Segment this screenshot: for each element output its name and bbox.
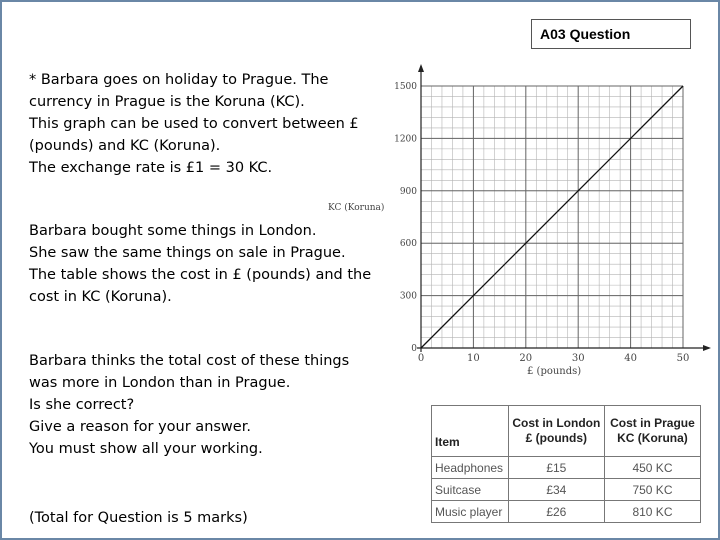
total-marks	[29, 507, 379, 529]
x-tick-label: 10	[467, 353, 480, 364]
text-line: currency in Prague is the Koruna (KC).	[29, 94, 305, 110]
item-cell: Headphones	[432, 457, 509, 479]
text-line: * Barbara goes on holiday to Prague. The	[29, 72, 329, 88]
text-line: cost in KC (Koruna).	[29, 289, 172, 305]
header-item: Item	[432, 406, 509, 457]
header-prague: Cost in Prague KC (Koruna)	[604, 406, 700, 457]
conversion-line	[421, 86, 683, 348]
prague-cost-cell: 810 KC	[604, 501, 700, 523]
question-badge: A03 Question	[531, 19, 691, 49]
y-tick-label: 0	[411, 344, 417, 354]
cost-table	[431, 405, 701, 523]
x-tick-label: 40	[624, 353, 637, 364]
series	[421, 86, 683, 348]
y-tick-label: 1200	[394, 134, 417, 145]
item-cell: Music player	[432, 501, 509, 523]
conversion-graph	[328, 60, 717, 380]
table-row	[432, 479, 701, 501]
x-tick-label: 50	[676, 353, 690, 364]
prague-cost-cell: 450 KC	[604, 457, 700, 479]
x-axis-label: £ (pounds)	[527, 366, 582, 377]
prague-cost-cell: 750 KC	[604, 479, 700, 501]
x-tick-label: 30	[571, 353, 585, 364]
text-line: Give a reason for your answer.	[29, 419, 251, 435]
text-line: (pounds) and KC (Koruna).	[29, 138, 221, 154]
london-cost-cell: £15	[508, 457, 604, 479]
question-paragraph	[29, 350, 379, 460]
text-line: This graph can be used to convert between £	[29, 116, 359, 132]
table-row	[432, 501, 701, 523]
y-tick-label: 300	[399, 291, 417, 302]
text-line: You must show all your working.	[29, 441, 263, 457]
text-line: The exchange rate is £1 = 30 KC.	[29, 160, 273, 176]
y-tick-label: 1500	[394, 82, 417, 92]
table-header-row	[432, 406, 701, 457]
header-london: Cost in London £ (pounds)	[508, 406, 604, 457]
text-line: (Total for Question is 5 marks)	[29, 510, 248, 526]
y-tick-label: 600	[399, 239, 417, 250]
item-cell: Suitcase	[432, 479, 509, 501]
x-tick-label: 0	[417, 353, 425, 364]
y-axis-arrow	[418, 64, 424, 72]
text-line: Barbara bought some things in London.	[29, 223, 317, 239]
text-line: She saw the same things on sale in Prague.	[29, 245, 346, 261]
london-cost-cell: £34	[508, 479, 604, 501]
table-row	[432, 457, 701, 479]
x-tick-label: 20	[519, 353, 533, 364]
y-tick-label: 900	[399, 186, 417, 197]
y-axis-label: KC (Koruna)	[328, 203, 385, 213]
bought-paragraph	[29, 220, 379, 308]
text-line: The table shows the cost in £ (pounds) and the	[29, 267, 372, 283]
intro-paragraph	[29, 69, 379, 179]
text-line: Is she correct?	[29, 397, 135, 413]
text-line: Barbara thinks the total cost of these things	[29, 353, 350, 369]
x-axis-arrow	[703, 345, 711, 351]
text-line: was more in London than in Prague.	[29, 375, 291, 391]
london-cost-cell: £26	[508, 501, 604, 523]
